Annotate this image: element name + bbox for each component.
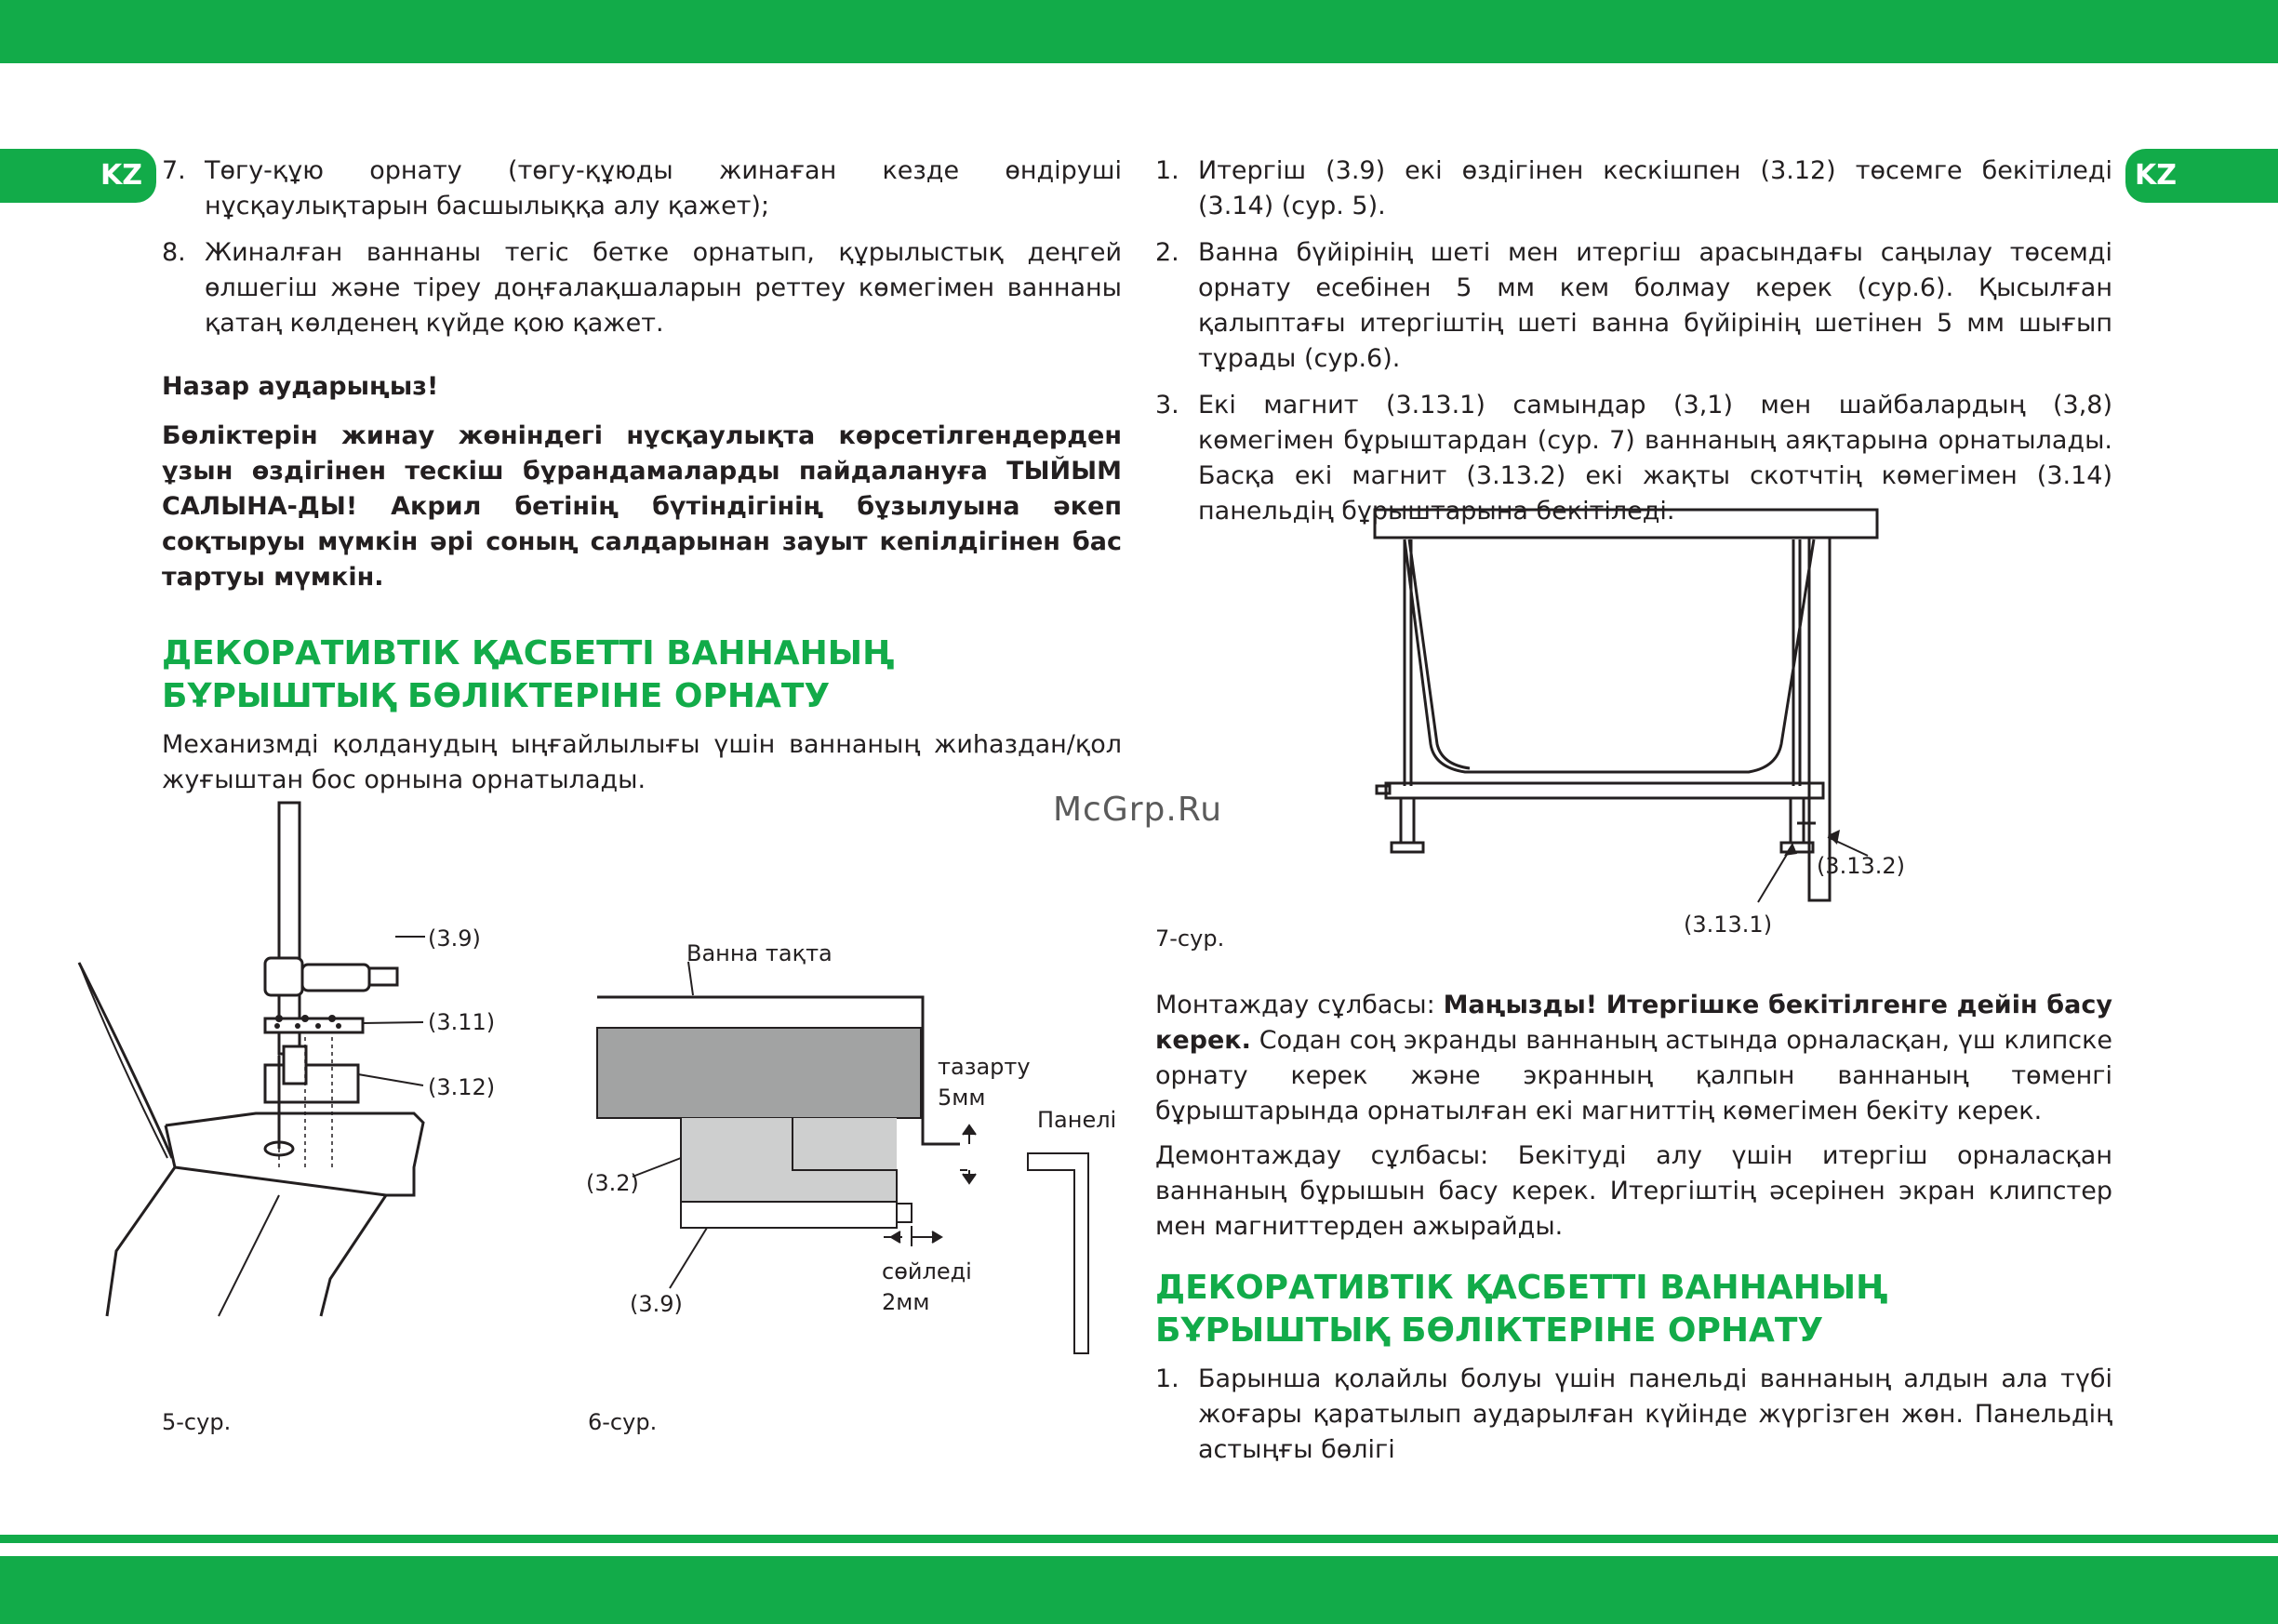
fig6-label-3-9: (3.9) bbox=[630, 1291, 683, 1317]
fig7-label-3-13-1: (3.13.1) bbox=[1684, 912, 1773, 938]
figure-5-diagram bbox=[79, 795, 507, 1316]
fig6-label-board: Ванна тақта bbox=[686, 940, 833, 966]
figure-7-diagram bbox=[1367, 502, 1905, 939]
figure-7-caption: 7-сур. bbox=[1155, 925, 1225, 952]
fig5-label-3-11: (3.11) bbox=[428, 1009, 496, 1035]
dismount-paragraph: Демонтаждау сұлбасы: Бекітуді алу үшін итергіш орналасқан ваннаның бұрышын басу керек. Итергіштің әсерінен экран клипстер мен магниттерден ажырайды. bbox=[1155, 1141, 2112, 1241]
mount-paragraph: Монтаждау сұлбасы: Маңызды! Итергішке бекітілгенге дейін басу керек. Содан соң экранды ваннаның астында орналасқан, үш клипске орнату керек және экранның қалпын ваннаның төменгі бұрыштарында орнатылған екі магниттің көмегімен бекіту керек. bbox=[1155, 991, 2112, 1125]
watermark: McGrp.Ru bbox=[1053, 791, 1223, 829]
fig6-label-panel: Панелі bbox=[1037, 1107, 1117, 1133]
left-column bbox=[162, 153, 1122, 798]
fig5-label-3-9: (3.9) bbox=[428, 925, 481, 952]
list-item: 1. Барынша қолайлы болуы үшін панельді ваннаның алдын ала түбі жоғары қаратылып аударылған күйінде жүргізген жөн. Панельдің астыңғы бөлігі bbox=[1155, 1364, 2112, 1464]
bottom-green-bar bbox=[0, 1556, 2278, 1624]
section-heading: ДЕКОРАТИВТІК ҚАСБЕТТІ ВАННАНЫҢ БҰРЫШТЫҚ БӨЛІКТЕРІНЕ ОРНАТУ bbox=[162, 634, 895, 715]
bottom-green-line bbox=[0, 1535, 2278, 1543]
fig6-label-protrude-value: 2мм bbox=[882, 1289, 930, 1315]
right-column bbox=[1155, 153, 2112, 529]
figure-6-caption: 6-сур. bbox=[588, 1409, 658, 1435]
fig6-label-gap: тазарту bbox=[938, 1054, 1031, 1080]
language-tab-right: KZ bbox=[2125, 149, 2278, 203]
list-item: 7. Төгу-құю орнату (төгу-құюды жинаған кезде өндіруші нұсқаулықтарын басшылыққа алу қажет); bbox=[162, 156, 1122, 220]
section-heading-right: ДЕКОРАТИВТІК ҚАСБЕТТІ ВАННАНЫҢ БҰРЫШТЫҚ БӨЛІКТЕРІНЕ ОРНАТУ bbox=[1155, 1269, 1888, 1350]
language-tab-left: KZ bbox=[0, 149, 156, 203]
attention-text: Бөліктерін жинау жөніндегі нұсқаулықта көрсетілгендерден ұзын өздігінен тескіш бұрандамаларды пайдалануға ТЫЙЫМ САЛЫНА-ДЫ! Акрил бетінің бүтіндігінің бұзылуына әкеп соқтыруы мүмкін әрі соның салдарынан зауыт кепілдігінен бас тартуы мүмкін. bbox=[162, 421, 1122, 592]
attention-title: Назар аударыңыз! bbox=[162, 372, 439, 401]
fig7-label-3-13-2: (3.13.2) bbox=[1816, 853, 1905, 879]
fig6-label-gap-value: 5мм bbox=[938, 1085, 986, 1111]
fig6-label-protrude: сөйледі bbox=[882, 1258, 972, 1285]
list-item: 2. Ванна бүйірінің шеті мен итергіш арасындағы саңылау төсемді орнату есебінен 5 мм кем болмау керек (сур.6). Қысылған қалыптағы итергіштің шеті ванна бүйірінің шетінен 5 мм шығып тұрады (сур.6). bbox=[1155, 238, 2112, 373]
list-item: 8. Жиналған ваннаны тегіс бетке орнатып, құрылыстық деңгей өлшегіш және тіреу доңғалақшаларын реттеу көмегімен ваннаны қатаң көлденең күйде қою қажет. bbox=[162, 238, 1122, 338]
top-green-bar bbox=[0, 0, 2278, 63]
list-item: 1. Итергіш (3.9) екі өздігінен кескішпен (3.12) төсемге бекітіледі (3.14) (сур. 5). bbox=[1155, 156, 2112, 220]
figure-5-caption: 5-сур. bbox=[162, 1409, 232, 1435]
fig5-label-3-12: (3.12) bbox=[428, 1074, 496, 1100]
fig6-label-3-2: (3.2) bbox=[586, 1170, 639, 1196]
intro-paragraph: Механизмді қолданудың ыңғайлылығы үшін ваннаның жиһаздан/қол жуғыштан бос орнына орнатылады. bbox=[162, 730, 1122, 794]
list-item: 3. Екі магнит (3.13.1) самындар (3,1) мен шайбалардың (3,8) көмегімен бұрыштардан (сур. 7) ваннаның аяқтарына орнатылады. Басқа екі магнит (3.13.2) екі жақты скотчтің көмегімен (3.14) панельдің бұрыштарына бекітіледі. bbox=[1155, 391, 2112, 526]
figure-6-diagram bbox=[577, 930, 1135, 1367]
right-column-lower bbox=[1155, 988, 2112, 1468]
